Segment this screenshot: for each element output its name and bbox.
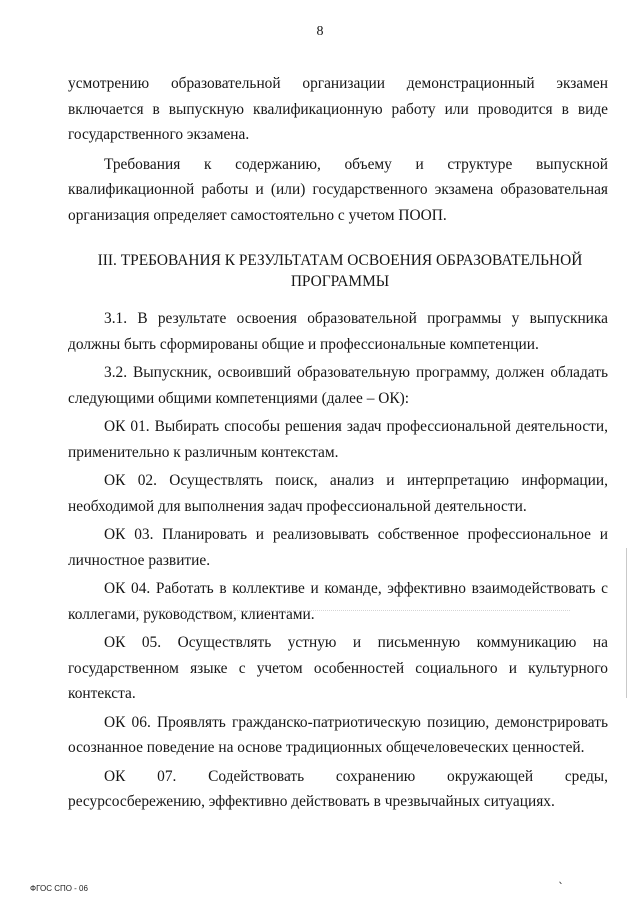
competency-ok-07: ОК 07. Содействовать сохранению окружающей среды, ресурсосбережению, эффективно действовать в чрезвычайных ситуациях. [68, 767, 608, 810]
competency-ok-05: ОК 05. Осуществлять устную и письменную коммуникацию на государственном языке с учетом особенностей социального и культурного контекста. [68, 634, 608, 702]
section-heading-line-2: ПРОГРАММЫ [290, 273, 390, 290]
competency-ok-03: ОК 03. Планировать и реализовывать собственное профессиональное и личностное развитие. [68, 526, 608, 569]
competency-ok-04: ОК 04. Работать в коллективе и команде, эффективно взаимодействовать с коллегами, руководством, клиентами. [68, 580, 608, 623]
scan-artifact-line [130, 610, 570, 612]
competency-ok-01: ОК 01. Выбирать способы решения задач профессиональной деятельности, применительно к различным контекстам. [68, 418, 608, 461]
footer-label: ФГОС СПО - 06 [30, 884, 88, 893]
section-heading [80, 250, 600, 292]
intro-block [68, 71, 608, 228]
intro-paragraph-1: усмотрению образовательной организации демонстрационный экзамен включается в выпускную квалификационную работу или проводится в виде государственного экзамена. [68, 75, 608, 143]
competency-ok-06: ОК 06. Проявлять гражданско-патриотическую позицию, демонстрировать осознанное поведение на основе традиционных общечеловеческих ценностей. [68, 713, 608, 756]
intro-paragraph-2: Требования к содержанию, объему и структуре выпускной квалификационной работы и (или) государственного экзамена образовательная организация определяет самостоятельно с учетом ПООП. [68, 155, 608, 224]
paragraph-3-2: 3.2. Выпускник, освоивший образовательную программу, должен обладать следующими общими компетенциями (далее – ОК): [68, 364, 608, 407]
competency-ok-02: ОК 02. Осуществлять поиск, анализ и интерпретацию информации, необходимой для выполнения задач профессиональной деятельности. [68, 472, 608, 515]
section-heading-line-1: III. ТРЕБОВАНИЯ К РЕЗУЛЬТАТАМ ОСВОЕНИЯ ОБРАЗОВАТЕЛЬНОЙ [97, 252, 583, 269]
scan-corner-mark: ˎ [558, 870, 564, 884]
paragraph-3-1: 3.1. В результате освоения образовательной программы у выпускника должны быть сформированы общие и профессиональные компетенции. [68, 310, 608, 353]
page-number: 8 [316, 24, 324, 39]
competencies-block [68, 306, 608, 815]
scan-edge-line [626, 548, 627, 698]
